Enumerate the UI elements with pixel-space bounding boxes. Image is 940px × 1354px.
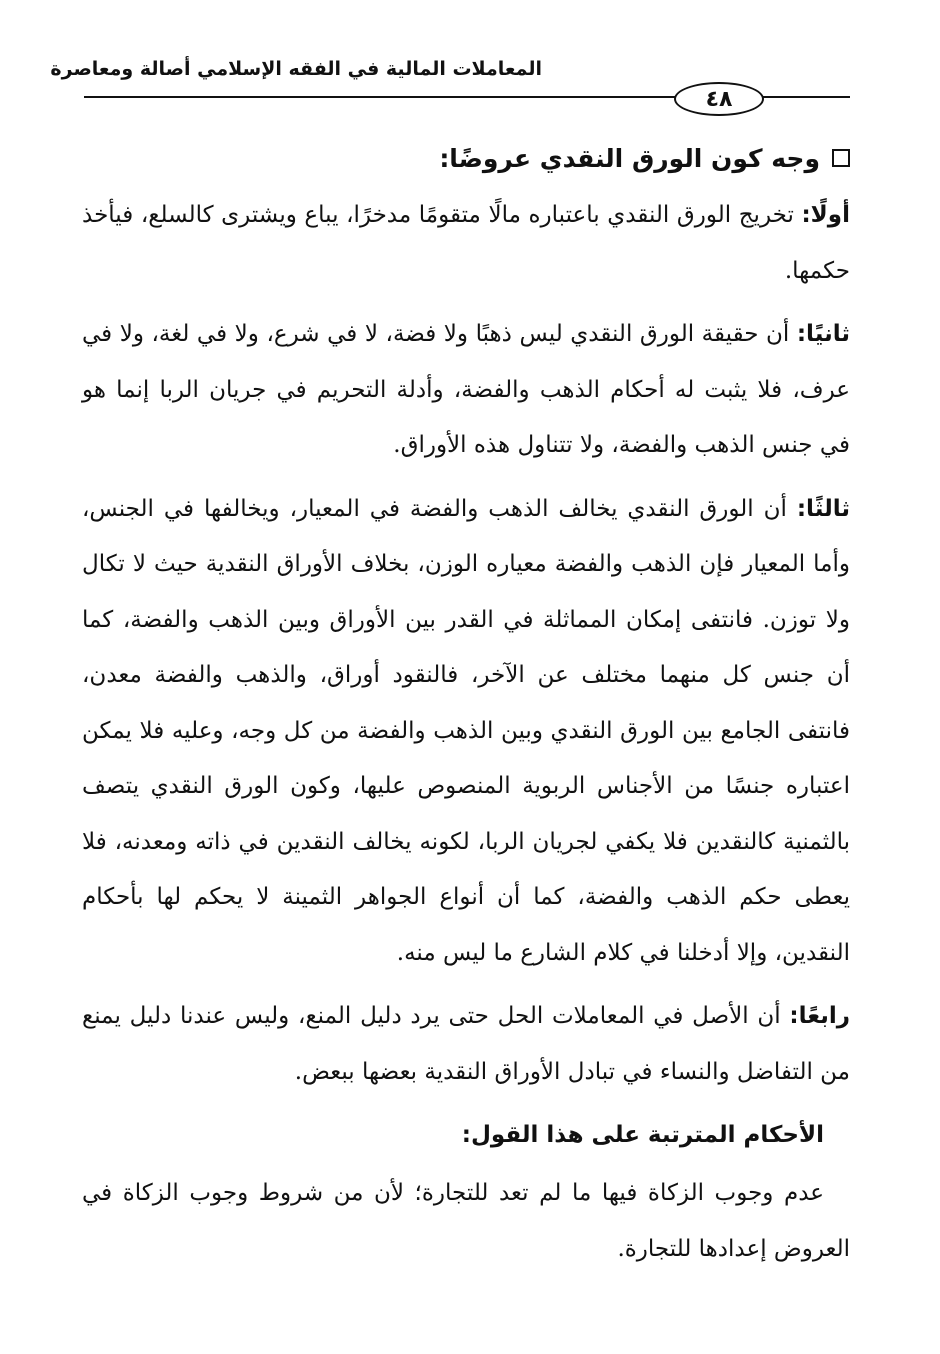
point-first [82,188,850,299]
point-text: أن الورق النقدي يخالف الذهب والفضة في المعيار، ويخالفها في الجنس، وأما المعيار فإن الذهب والفضة معياره الوزن، بخلاف الأوراق النقدية حيث لا تكال ولا توزن. فانتفى إمكان المماثلة في القدر بين الأوراق وبين الذهب والفضة، كما أن جنس كل منهما مختلف عن الآخر، فالنقود أوراق، والذهب والفضة معدن، فانتفى الجامع بين الورق النقدي وبين الذهب والفضة من كل وجه، وعليه فلا يمكن اعتباره جنسًا من الأجناس الربوية المنصوص عليها، وكون الورق النقدي يتصف بالثمنية كالنقدين فلا يكفي لجريان الربا، لكونه يخالف النقدين في ذاته ومعدنه، فلا يعطى حكم الذهب والفضة، كما أن أنواع الجواهر الثمينة لا يحكم لها بأحكام النقدين، وإلا أدخلنا في كلام الشارع ما ليس منه. [82,495,850,966]
running-title: المعاملات المالية في الفقه الإسلامي أصالة ومعاصرة [50,58,542,80]
point-text: تخريج الورق النقدي باعتباره مالًا متقومًا مدخرًا، يباع ويشترى كالسلع، فيأخذ حكمها. [82,202,850,284]
rulings-subheading: الأحكام المترتبة على هذا القول: [461,1122,824,1148]
point-third [82,482,850,982]
section-heading [82,134,850,184]
square-bullet-icon [832,149,850,167]
rulings-paragraph: عدم وجوب الزكاة فيها ما لم تعد للتجارة؛ لأن من شروط وجوب الزكاة في العروض إعدادها للتجارة. [82,1180,850,1262]
point-text: أن الأصل في المعاملات الحل حتى يرد دليل المنع، وليس عندنا دليل يمنع من التفاضل والنساء في تبادل الأوراق النقدية بعضها ببعض. [82,1003,850,1085]
point-second [82,307,850,474]
point-fourth [82,989,850,1100]
point-lead: أولًا: [801,202,850,228]
point-lead: ثالثًا: [796,495,850,522]
page-content [82,134,850,1285]
point-text: أن حقيقة الورق النقدي ليس ذهبًا ولا فضة، لا في شرع، ولا في لغة، ولا في عرف، فلا يثبت له أحكام الذهب والفضة، وأدلة التحريم في جريان الربا إنما هو في جنس الذهب والفضة، ولا تتناول هذه الأوراق. [82,321,850,458]
page-number: ٤٨ [674,82,764,116]
point-lead: رابعًا: [789,1003,850,1029]
section-heading-text: وجه كون الورق النقدي عروضًا: [439,144,820,173]
point-lead: ثانيًا: [796,321,850,347]
